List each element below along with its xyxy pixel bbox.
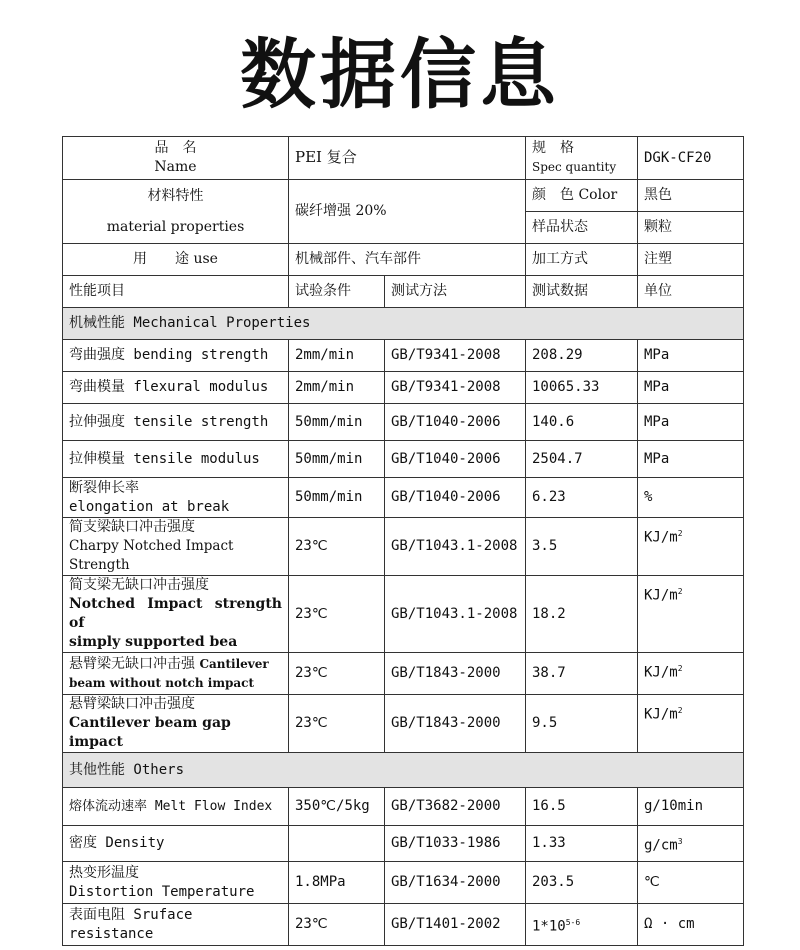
section-others bbox=[63, 753, 744, 788]
unit-text: KJ/m bbox=[644, 706, 678, 723]
spec-label-cell bbox=[526, 137, 638, 180]
table-row bbox=[63, 404, 744, 441]
row-name-en: Distortion Temperature bbox=[69, 883, 255, 900]
row-unit bbox=[638, 826, 744, 862]
row-method: GB/T1043.1-2008 bbox=[385, 518, 526, 576]
row-name-cn: 热变形温度 bbox=[69, 864, 139, 881]
row-name: 密度 Density bbox=[63, 826, 289, 862]
row-condition: 1.8MPa bbox=[289, 862, 385, 904]
row-value: 38.7 bbox=[526, 653, 638, 695]
row-name-en-line2: simply supported bea bbox=[69, 634, 238, 650]
row-name-en-line1: Cantilever bbox=[199, 656, 269, 671]
row-unit bbox=[638, 695, 744, 753]
row-name: 拉伸模量 tensile modulus bbox=[63, 441, 289, 478]
row-value: 203.5 bbox=[526, 862, 638, 904]
table-row bbox=[63, 653, 744, 695]
section-mechanical-title: 机械性能 Mechanical Properties bbox=[63, 308, 744, 340]
unit-text: KJ/m bbox=[644, 529, 678, 546]
row-name-cn: 悬臂梁无缺口冲击强 bbox=[69, 655, 195, 672]
row-method: GB/T1043.1-2008 bbox=[385, 576, 526, 653]
product-name: PEI 复合 bbox=[295, 148, 357, 166]
row-value: 1.33 bbox=[526, 826, 638, 862]
row-method: GB/T1040-2006 bbox=[385, 478, 526, 518]
row-name: 弯曲模量 flexural modulus bbox=[63, 372, 289, 404]
table-row bbox=[63, 478, 744, 518]
name-label-cn: 品 名 bbox=[154, 140, 197, 156]
table-row bbox=[63, 441, 744, 478]
spec-label-cn: 规 格 bbox=[532, 140, 574, 156]
table-row bbox=[63, 826, 744, 862]
row-unit bbox=[638, 518, 744, 576]
row-condition: 2mm/min bbox=[289, 340, 385, 372]
sample-label: 样品状态 bbox=[526, 212, 638, 244]
row-condition bbox=[289, 826, 385, 862]
row-name: 熔体流动速率 Melt Flow Index bbox=[63, 788, 289, 826]
unit-superscript: 2 bbox=[677, 664, 683, 673]
row-method: GB/T1040-2006 bbox=[385, 441, 526, 478]
row-name bbox=[63, 478, 289, 518]
table-row bbox=[63, 862, 744, 904]
row-method: GB/T1401-2002 bbox=[385, 904, 526, 946]
row-name: 表面电阻 Sruface resistance bbox=[63, 904, 289, 946]
row-condition: 23℃ bbox=[289, 653, 385, 695]
color-label: 颜 色 Color bbox=[526, 180, 638, 212]
material-value: 碳纤增强 20% bbox=[289, 180, 526, 244]
row-condition: 350℃/5kg bbox=[289, 788, 385, 826]
row-condition: 23℃ bbox=[289, 576, 385, 653]
spec-value: DGK-CF20 bbox=[638, 137, 744, 180]
value-superscript: 5-6 bbox=[565, 917, 581, 927]
row-name-en: Cantilever beam gap impact bbox=[69, 715, 231, 750]
col-header-item: 性能项目 bbox=[63, 276, 289, 308]
table-row bbox=[63, 788, 744, 826]
row-name bbox=[63, 653, 289, 695]
table-row bbox=[63, 576, 744, 653]
material-label-cn: 材料特性 bbox=[147, 187, 204, 204]
row-method: GB/T1634-2000 bbox=[385, 862, 526, 904]
table-row bbox=[63, 904, 744, 946]
name-label-en: Name bbox=[154, 159, 197, 175]
row-value: 208.29 bbox=[526, 340, 638, 372]
row-method: GB/T9341-2008 bbox=[385, 372, 526, 404]
material-label-cell bbox=[63, 180, 289, 244]
row-method: GB/T1843-2000 bbox=[385, 653, 526, 695]
row-name-en: Charpy Notched Impact Strength bbox=[69, 538, 234, 573]
row-unit: MPa bbox=[638, 340, 744, 372]
row-method: GB/T9341-2008 bbox=[385, 340, 526, 372]
row-method: GB/T1033-1986 bbox=[385, 826, 526, 862]
row-value: 6.23 bbox=[526, 478, 638, 518]
row-name bbox=[63, 695, 289, 753]
unit-text: KJ/m bbox=[644, 587, 678, 604]
row-name-en-line1: Notched Impact strength of bbox=[69, 596, 282, 631]
row-name-en: elongation at break bbox=[69, 498, 230, 515]
row-name-cn: 简支梁缺口冲击强度 bbox=[69, 519, 195, 535]
unit-superscript: 3 bbox=[677, 836, 683, 846]
row-unit bbox=[638, 653, 744, 695]
row-name-cn: 悬臂梁缺口冲击强度 bbox=[69, 696, 195, 712]
row-name-cn: 断裂伸长率 bbox=[69, 479, 139, 496]
row-unit: % bbox=[638, 478, 744, 518]
row-condition: 23℃ bbox=[289, 695, 385, 753]
row-unit: Ω · cm bbox=[638, 904, 744, 946]
row-unit: MPa bbox=[638, 372, 744, 404]
col-header-method: 测试方法 bbox=[385, 276, 526, 308]
process-value: 注塑 bbox=[638, 244, 744, 276]
row-name-en-line2: beam without notch impact bbox=[69, 675, 255, 690]
spec-label-en: Spec quantity bbox=[532, 160, 617, 174]
row-value: 18.2 bbox=[526, 576, 638, 653]
unit-text: KJ/m bbox=[644, 664, 678, 681]
row-name bbox=[63, 576, 289, 653]
row-name-cn: 简支梁无缺口冲击强度 bbox=[69, 577, 209, 593]
row-condition: 2mm/min bbox=[289, 372, 385, 404]
unit-text: g/cm bbox=[644, 837, 678, 854]
table-row bbox=[63, 695, 744, 753]
row-unit: MPa bbox=[638, 441, 744, 478]
row-method: GB/T3682-2000 bbox=[385, 788, 526, 826]
process-label: 加工方式 bbox=[526, 244, 638, 276]
row-value: 3.5 bbox=[526, 518, 638, 576]
sample-value: 颗粒 bbox=[638, 212, 744, 244]
row-value: 140.6 bbox=[526, 404, 638, 441]
row-condition: 23℃ bbox=[289, 518, 385, 576]
row-condition: 50mm/min bbox=[289, 478, 385, 518]
unit-superscript: 2 bbox=[677, 587, 683, 596]
section-others-title: 其他性能 Others bbox=[63, 753, 744, 788]
name-label-cell bbox=[63, 137, 289, 180]
col-header-unit: 单位 bbox=[638, 276, 744, 308]
row-unit: MPa bbox=[638, 404, 744, 441]
use-value: 机械部件、汽车部件 bbox=[289, 244, 526, 276]
color-value: 黑色 bbox=[638, 180, 744, 212]
row-unit bbox=[638, 576, 744, 653]
table-row bbox=[63, 372, 744, 404]
row-unit: ℃ bbox=[638, 862, 744, 904]
row-value: 10065.33 bbox=[526, 372, 638, 404]
row-name bbox=[63, 518, 289, 576]
row-name: 弯曲强度 bending strength bbox=[63, 340, 289, 372]
row-name: 拉伸强度 tensile strength bbox=[63, 404, 289, 441]
row-method: GB/T1040-2006 bbox=[385, 404, 526, 441]
table-row bbox=[63, 340, 744, 372]
unit-superscript: 2 bbox=[677, 529, 683, 538]
header-row-name bbox=[63, 137, 744, 180]
row-method: GB/T1843-2000 bbox=[385, 695, 526, 753]
row-condition: 23℃ bbox=[289, 904, 385, 946]
header-row-color bbox=[63, 180, 744, 212]
page-title: 数据信息 bbox=[240, 30, 560, 119]
row-unit: g/10min bbox=[638, 788, 744, 826]
col-header-condition: 试验条件 bbox=[289, 276, 385, 308]
col-header-data: 测试数据 bbox=[526, 276, 638, 308]
unit-superscript: 2 bbox=[677, 706, 683, 715]
row-value: 2504.7 bbox=[526, 441, 638, 478]
row-name bbox=[63, 862, 289, 904]
spec-table bbox=[62, 136, 744, 946]
section-mechanical bbox=[63, 308, 744, 340]
row-value: 9.5 bbox=[526, 695, 638, 753]
column-header-row bbox=[63, 276, 744, 308]
table-row bbox=[63, 518, 744, 576]
use-label: 用 途 use bbox=[63, 244, 289, 276]
value-text: 1*10 bbox=[532, 918, 566, 935]
row-value: 16.5 bbox=[526, 788, 638, 826]
material-label-en: material properties bbox=[106, 218, 245, 235]
header-row-use bbox=[63, 244, 744, 276]
product-cell bbox=[289, 137, 526, 180]
row-condition: 50mm/min bbox=[289, 441, 385, 478]
row-value bbox=[526, 904, 638, 946]
row-condition: 50mm/min bbox=[289, 404, 385, 441]
